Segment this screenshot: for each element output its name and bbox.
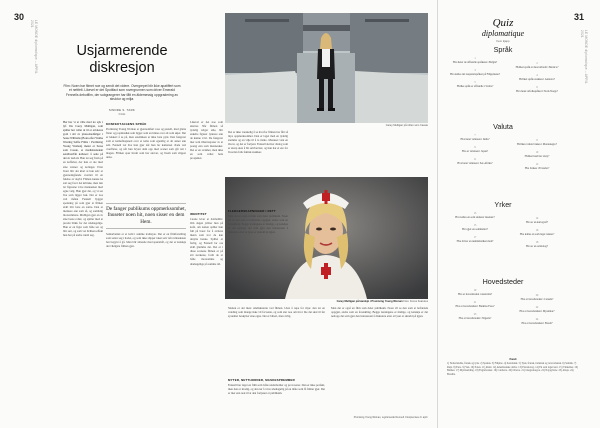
article-deck: Film: Noen har filmet noe og sendt det videre. Overgrepet blir ikke apatiffert som et nettfelt. Likevel er det Spotifact som rovergrunnen som driver Emerald Fennells debutfilm, der subgrangerer har fått en äldemessig oppgradering av struktur og miljø. <box>63 84 181 102</box>
top-photo-caption: Carey Mulligan på rollen som Cassie <box>385 124 428 127</box>
quiz-question-text: Hva brukes i Ecuador? <box>524 166 550 170</box>
quiz-question-text: Hva er hovedstaden i Nigeria? <box>458 316 492 320</box>
quiz-question-text: Hva er hovedstaden i Brasil? <box>521 321 553 325</box>
quiz-question <box>508 86 566 93</box>
article-column-5-top: Slutten er det mest omdiskuterte ved filmen. Uten å røpe for mye: den tar en vending som mange ikke vil forvente, og som sier noe om hvor lite det skal til før systemet beskytter sine egne. Det er bittert, men ærlig. <box>228 306 325 319</box>
quiz-question <box>508 306 566 313</box>
quiz-question-text: Hva driver en numismatiker med? <box>456 239 494 243</box>
quiz-section-title: Språk <box>493 45 513 54</box>
quiz-question <box>446 81 504 88</box>
quiz-question-number: 15 <box>473 224 477 227</box>
quiz-question-text: Hva kalles en som studerer insekter? <box>455 215 495 219</box>
quiz-question-number: 19 <box>473 289 477 292</box>
article-column-4-bottom: Men det er også en film som deler publikum. Noen vil se den som et befriende oppgjør, andre som en forenkling. Begge lesningene er mulige, og kanskje er det nettopp det som gjør den interessant å diskutere etter at lyset er skrudd på igjen. <box>228 214 288 235</box>
quiz-question <box>446 212 504 219</box>
quiz-question <box>508 163 566 170</box>
bottom-caption-credit: Foto: Focus Features <box>403 300 428 303</box>
quiz-question-number: 9 <box>474 146 476 149</box>
quiz-question <box>446 236 504 243</box>
top-photo <box>225 13 428 123</box>
quiz-question-number: 17 <box>473 236 477 239</box>
quiz-brand: diplomatique <box>481 29 525 38</box>
quiz-question <box>508 217 566 224</box>
quiz-question-text: Hva er hovedstaden i Myanmar? <box>519 309 555 313</box>
quiz-question-number: 1 <box>474 57 476 60</box>
headline-line-2: diskresjon <box>89 60 155 76</box>
running-head-left: LE MONDE diplomatique – APRIL 2021 <box>30 20 38 74</box>
quiz-subtitle: Fem kjapp <box>496 39 510 43</box>
quiz-question-text: Hva kalles det nasjonalspråket på Filippinene? <box>449 72 501 76</box>
quiz-question-number: 22 <box>535 306 539 309</box>
quiz-question-text: Hvilke språk er offisielle i Sveits? <box>456 84 494 88</box>
quiz-question-text: Hva er hovedstaden i Australia? <box>457 292 493 296</box>
article-column-1 <box>63 120 103 420</box>
quiz-question-number: 24 <box>535 318 539 321</box>
quiz-question <box>446 134 504 141</box>
quiz-question-text: Hva er en kartograf? <box>525 220 549 224</box>
page-number-left: 30 <box>14 12 25 22</box>
subhead-identitet: IDENTITET <box>190 212 207 216</box>
quiz-question-text: Hvilket land har zloty? <box>524 154 550 158</box>
quiz-title <box>453 18 553 38</box>
headline-line-1: Usjarmerende <box>76 43 168 59</box>
quiz-question <box>446 57 504 64</box>
subhead-flergerskapninger: FLERGERSKAPNINGER I RETT <box>228 209 276 213</box>
answers-text: 1) Nederlandsk, fransk og tysk. 2) Spansk. 3) Filipino. 4) Katalansk. 5) Tysk, fransk, italiensk og retoromansk. 6) Samisk. 7) Rupi. 8) Euro. 9) Yen. 10) Polen. 11) Rand. 12) Amerikanske dollar. 13) Entomolog. 14) En som lager kart. 15) Vinkelner. 16) Bødker. 17) Myntsamling. 18) Fugleforsker. 19) Canberra. 20) Ottawa. 21) Ouagadougou. 22) Naypyidaw. 23) Abuja. 24) Brasília. <box>447 362 578 376</box>
quiz-question <box>446 69 504 76</box>
quiz-question <box>508 294 566 301</box>
quiz-question-number: 23 <box>473 313 477 316</box>
quiz-question <box>508 229 566 236</box>
article-headline <box>62 43 182 77</box>
quiz-question <box>446 301 504 308</box>
quiz-question-number: 6 <box>536 86 538 89</box>
quiz-question <box>508 74 566 81</box>
article-credit: Kritikk <box>118 113 126 116</box>
quiz-question-text: Hva kalles en som lager tønner? <box>519 232 555 236</box>
quiz-question <box>446 146 504 153</box>
quiz-question-number: 7 <box>474 134 476 137</box>
page-number-right: 31 <box>574 12 585 22</box>
quiz-question-number: 4 <box>536 74 538 77</box>
subhead-konfektjagens: KONFEKTJAGENS SPRÅK <box>106 122 147 126</box>
bottom-photo-caption <box>305 300 428 303</box>
quiz-question-text: Hva heter valutaen i Sør-Afrika? <box>457 161 493 165</box>
quiz-question-text: Hva er hovedstaden i Burkina Faso? <box>455 304 495 308</box>
quiz-question-number: 16 <box>535 229 539 232</box>
article-column-2-bottom: Samarbeidet er et ledd i samme tradisjon. Det er en filmfortelling som setter seg i hodet, og som ikke slipper taket selv når rulleteksten har begynt å gå. Man blir sittende med spørsmål, og det er kanskje det viktigste filmen gjør. <box>106 232 186 249</box>
quiz-question-number: 14 <box>535 217 539 220</box>
quiz-question-number: 3 <box>474 69 476 72</box>
quiz-question-text: Hva gjør en sommelier? <box>462 227 488 231</box>
article-byline: SINDRE S. TARK <box>108 108 136 112</box>
quiz-question-number: 12 <box>535 163 539 166</box>
subhead-myter: MYTER, NETTHORDER, MASKESPREMMER <box>228 378 295 382</box>
quiz-question-number: 11 <box>473 158 477 161</box>
quiz-question-number: 5 <box>474 81 476 84</box>
article-column-3-top: Likevel er det noe som skurrer. Når filmen så tydelig velger side, blir enkelte figurer tynnere enn de kunne vært. De fungerer mer som illustrasjoner av et poeng enn som mennesker. Det er en svakhet, men ikke en som veltet hele prosjektet. <box>190 120 223 161</box>
quiz-question-text: Hva heter urfolkspråket i Nord-Norge? <box>516 89 558 93</box>
quiz-question-number: 21 <box>473 301 477 304</box>
page-gutter <box>437 0 438 428</box>
quiz-word: Quiz <box>492 17 514 29</box>
quiz-question <box>508 151 566 158</box>
quiz-section-title: Hovedsteder <box>482 277 524 286</box>
quiz-question-text: Hva heter valutaen i India? <box>460 137 490 141</box>
quiz-question-number: 8 <box>536 139 538 142</box>
quiz-question-number: 18 <box>535 241 539 244</box>
quiz-question <box>508 139 566 146</box>
running-head-right: LE MONDE diplomatique – APRIL 2021 <box>580 30 588 84</box>
quiz-question-text: Hva er hovedstaden i Canada? <box>520 297 554 301</box>
quiz-question-text: Hvilken valuta brukes i Montenegro? <box>516 142 558 146</box>
quiz-question-text: Hvilket språk er mest utbredt i Mexico? <box>515 65 559 69</box>
article-column-4-top: Det er ikke vanskelig å se hvorfor filmen har fått så mye oppmerksomhet. Den er laget med en tydelig stemme og en vilje til å ta risiko. Manuset vant en Oscar, og det er fortjent. Fennell skriver dialog som er skarp uten å bli selvbevisst, og hun har et øre for hvordan folk faktisk snakker. <box>228 130 288 155</box>
article-column-3-bottom: Cassie lever et dobbeltliv. Om dagen jobber hun på kafé, om natten spiller hun full på barer for å avsløre menn som tror de kan utnytte henne. Spillet er farlig, og Fennell lar oss aldri glemme det. Det er i disse scenene filmen er på sitt sterkeste, fordi de er både morsomme og ubehagelige på samme tid. <box>190 217 223 266</box>
quiz-question-text: Hva er valutaen i Japan? <box>461 149 489 153</box>
quiz-question <box>446 289 504 296</box>
article-column-2-top: Promising Young Woman er gjennomført rosa og pastell, med glatte flater og popmusikk som ligger som en hinne over alt som skjer. Det er lekkert å se på, men estetikken er ikke bare pynt. Den fungerer som et kamuflasjenett over et tema som egentlig er alt annet enn søtt. Fennell vet hva hun gjør når hun lar kameraet dvele ved overflater, og når hun bryter dem opp med scener som går rett i magen. Filmen spør hvem som har ansvar, og hvem som slipper unna. <box>106 127 186 160</box>
quiz-question-text: Hva er en ornitolog? <box>525 244 549 248</box>
answers-title: Fasit <box>509 357 517 361</box>
quiz-question <box>508 318 566 325</box>
article-column-5-bottom: Fennell har laget en film som både underholder og provoserer. Den er ikke perfekt, men den er modig, og den tør å være ubehagelig på en måte som få filmer gjør. Det er mer enn nok til at den fortjener et publikum. <box>228 383 325 396</box>
quiz-question-number: 13 <box>473 212 477 215</box>
article-column-6: Men det er også en film som deler publikum. Noen vil se den som et befriende oppgjør, andre som en forenkling. Begge lesningene er mulige, og kanskje er det nettopp det som gjør den interessant å diskutere etter at lyset er skrudd på igjen. <box>331 306 428 319</box>
article-column-1-body: Hun tar seg fram på en kaffebar, der hun er ute med sine venner og kolleger. Etter hvert blir det klart at hun selv er gjennomgående overlatt til en følelse av skyld. Filmen kunne ha satt seg fast i det kritiske, men den lar figurene være mennesker med egne valg. Hun gjør det, og vi ser hva som ligger bak. Det er noe ved måten Fennell bygger spenning på som gjør at filmen aldri blir bare en satire. Den er mørkere enn som så, og samtidig morsommere. Mulligan gjør en av sine beste roller, og spiller med et presist blikk for det ubehagelige. Hun er en figur som både ser og blir sett, og som vet hvilken effekt hun har på andre rundt seg. <box>63 156 103 238</box>
quiz-question-text: Hvilket språk snakkes i Andorra? <box>519 77 555 81</box>
quiz-question <box>446 224 504 231</box>
quiz-question-text: Hva heter de offisielle språkene i Belgia? <box>452 60 498 64</box>
quiz-question-number: 10 <box>535 151 539 154</box>
quiz-section-title: Yrker <box>494 200 512 209</box>
quiz-question <box>508 241 566 248</box>
article-footnote: Promising Young Woman, regi Emerald Fennell. Kinopremiere 9. april. <box>353 416 428 419</box>
quiz-question <box>508 62 566 69</box>
pull-quote-text: De fanger publikums oppmerksomhet, fnuseter noen hit, noen sisser en dem Hem. <box>106 206 186 225</box>
pull-quote <box>106 203 186 229</box>
quiz-question <box>446 158 504 165</box>
quiz-question-number: 20 <box>535 294 539 297</box>
quiz-question-number: 2 <box>536 62 538 65</box>
quiz-section-title: Valuta <box>493 122 513 131</box>
bottom-caption-bold: Carey Mulligan på kanskjn i Promising Young Woman <box>336 300 403 303</box>
quiz-question <box>446 313 504 320</box>
article-lead-paragraph: Her har vi et ville med tre syk i lyf. Du Carey Mulligan, som spiller her rollet ut til et avtaleres godt i sitt av pluss-medfølger i Sesse Williams (Bonn efter Wuthe Wasting Selfie Films / Promising Young Woman) møter ei Sesse som Cassie, et medisinstudent sendbrevlått kolleser: å sette på det av ved ett. <box>63 120 103 161</box>
